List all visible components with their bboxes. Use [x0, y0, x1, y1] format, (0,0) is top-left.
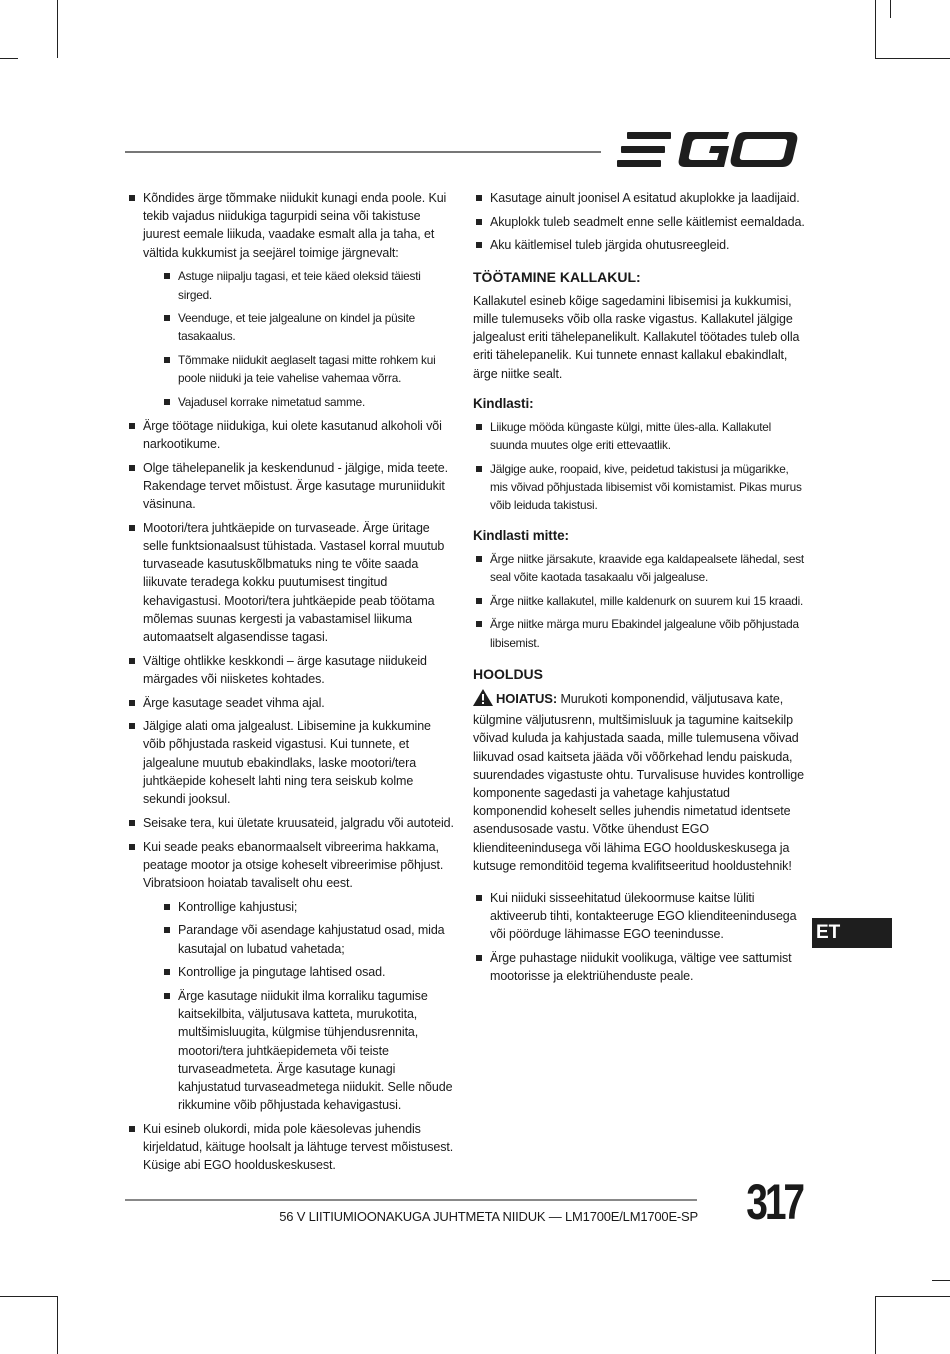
warning-triangle-icon	[473, 689, 493, 711]
crop-mark	[57, 0, 58, 58]
list-item: Ärge töötage niidukiga, kui olete kasutanud alkoholi või narkootikume.	[126, 417, 456, 453]
page-number: 317	[746, 1174, 802, 1230]
footer-title: 56 V LIITIUMIOONAKUGA JUHTMETA NIIDUK — LM1700E/LM1700E-SP	[279, 1209, 698, 1224]
list-item: Ärge niitke märga muru Ebakindel jalgealune võib põhjustada libisemist.	[473, 615, 805, 651]
crop-mark	[932, 1280, 950, 1281]
list-item: Mootori/tera juhtkäepide on turvaseade. Ärge üritage selle funktsionaalsust tühistada. Vastasel korral muutub turvaseade kasutuskõlbmatuks ning te võite saada liikuvate teradega kokku puutumisest tingitud kehavigastusi. Mootori/tera juhtkäepide peab töötama mõlemas suunas kergesti ja vabastamisel liikuma automaatselt algasendisse tagasi.	[126, 519, 456, 646]
list-item: Ärge kasutage seadet vihma ajal.	[126, 694, 456, 712]
list-item: Ärge kasutage niidukit ilma korraliku tagumise kaitsekilbita, väljutusava katteta, murukotita, multšimisluugita, külgmise tühjendusrennita, mootori/tera juhtkäepidemeta või teiste turvaseadmeteta. Ärge kasutage kunagi kahjustatud turvaseadmetega niidukit. Selle nõude rikkumine võib põhjustada kehavigastusi.	[161, 987, 456, 1114]
left-column	[126, 189, 456, 1180]
list-item: Kõndides ärge tõmmake niidukit kunagi enda poole. Kui tekib vajadus niidukiga tagurpidi seina või takistuse juurest eemale liikuda, vaadake esmalt alla ja taha, et vältida kukkumist ja seejärel toimige järgnevalt: Astuge niipalju tagasi, et teie käed oleksid täiesti sirged. Veenduge, et teie jalgealune on kindel ja püsite tasakaalus. Tõmmake niidukit aeglaselt tagasi mitte rohkem kui poole niiduki ja teie vahelise vahemaa võrra. Vajadusel korrake nimetatud samme.	[126, 189, 456, 411]
list-item: Liikuge mööda küngaste külgi, mitte üles-alla. Kallakutel suunda muutes olge eriti ettevaatlik.	[473, 418, 805, 454]
list-item: Seisake tera, kui ületate kruusateid, jalgradu või autoteid.	[126, 814, 456, 832]
list-item: Astuge niipalju tagasi, et teie käed oleksid täiesti sirged.	[161, 267, 456, 303]
list-item: Jälgige alati oma jalgealust. Libisemine ja kukkumine võib põhjustada raskeid vigastusi. Kui tunnete, et jalgealune muutub ebakindlaks, laske mootori/tera juhtkäepide koheselt lahti ning tera seiskub kolme sekundi jooksul.	[126, 717, 456, 808]
warning-label: HOIATUS:	[496, 690, 558, 706]
section-heading-maintenance: HOOLDUS	[473, 665, 543, 682]
footer-rule	[125, 1199, 697, 1201]
right-column	[473, 189, 805, 991]
list-item: Jälgige auke, roopaid, kive, peidetud takistusi ja mügarikke, mis võivad põhjustada libisemist või komistamist. Pikas murus võib leiduda takistusi.	[473, 460, 805, 515]
list-item: Ärge niitke kallakutel, mille kaldenurk on suurem kui 15 kraadi.	[473, 592, 805, 610]
list-item: Vajadusel korrake nimetatud samme.	[161, 393, 456, 411]
list-item: Tõmmake niidukit aeglaselt tagasi mitte rohkem kui poole niiduki ja teie vahelise vahemaa võrra.	[161, 351, 456, 387]
list-item: Aku käitlemisel tuleb järgida ohutusreegleid.	[473, 236, 805, 254]
crop-mark	[0, 1296, 58, 1297]
list-item: Veenduge, et teie jalgealune on kindel ja püsite tasakaalus.	[161, 309, 456, 345]
section-heading-slopes: TÖÖTAMINE KALLAKUL:	[473, 268, 641, 285]
list-item: Akuplokk tuleb seadmelt enne selle käitlemist eemaldada.	[473, 213, 805, 231]
crop-mark	[875, 0, 876, 58]
warning-text: Murukoti komponendid, väljutusava kate, külgmine väljutusrenn, multšimisluuk ja tagumine kaitsekilp võivad kuluda ja kahjustada saada, mille tulemusena võivad liikuvad osad kaitseta jääda või võõrkehad lendu paiskuda, suurendades vigastuste ohtu. Turvalisuse huvides kontrollige komponente sagedasti ja vahetage kahjustatud komponendid koheselt selles juhendis nimetatud identsete asendusosade vastu. Võtke ühendust EGO klienditeenindusega või lähima EGO hoolduskeskusega ja kutsuge remonditöid tegema kvalifitseeritud hooldustehnik!	[473, 691, 805, 873]
crop-mark	[875, 58, 950, 59]
list-item: Olge tähelepanelik ja keskendunud - jälgige, mida teete. Rakendage tervet mõistust. Ärge kasutage muruniidukit väsinuna.	[126, 459, 456, 514]
slopes-paragraph: Kallakutel esineb kõige sagedamini libisemisi ja kukkumisi, mille tulemuseks võib olla raske vigastus. Kallakutel jälgige jalgealust eriti tähelepanelikult. Kallakutel töötades tuleb olla eriti tähelepanelik. Kui tunnete ennast kallakul ebakindlalt, ärge niitke sealt.	[473, 293, 800, 381]
list-item: Kui niiduki sisseehitatud ülekoormuse kaitse lüliti aktiveerub tihti, kontakteeruge EGO klienditeenindusega või pöörduge lähimasse EGO teenindusse.	[473, 889, 805, 944]
list-item: Parandage või asendage kahjustatud osad, mida kasutajal on lubatud vahetada;	[161, 921, 456, 957]
crop-mark	[875, 1296, 950, 1297]
list-item: Kui seade peaks ebanormaalselt vibreerima hakkama, peatage mootor ja otsige koheselt vibreerimise põhjust. Vibratsioon hoiatab tavaliselt ohu eest. Kontrollige kahjustusi; Parandage või asendage kahjustatud osad, mida kasutajal on lubatud vahetada; Kontrollige ja pingutage lahtised osad. Ärge kasutage niidukit ilma korraliku tagumise kaitsekilbita, väljutusava katteta, murukotita, multšimisluugita, külgmise tühjendusrennita, mootori/tera juhtkäepidemeta või teiste turvaseadmeteta. Ärge kasutage kunagi kahjustatud turvaseadmetega niidukit. Selle nõude rikkumine võib põhjustada kehavigastusi.	[126, 838, 456, 1115]
subheading-definitely-not: Kindlasti mitte:	[473, 527, 569, 543]
list-item: Ärge puhastage niidukit voolikuga, vältige vee sattumist mootorisse ja elektriühenduste peale.	[473, 949, 805, 985]
list-item: Kontrollige kahjustusi;	[161, 898, 456, 916]
warning-paragraph	[473, 689, 805, 875]
language-tab: ET	[812, 918, 892, 948]
list-item: Kontrollige ja pingutage lahtised osad.	[161, 963, 456, 981]
list-item: Ärge niitke järsakute, kraavide ega kaldapealsete lähedal, sest seal võite kaotada tasakaalu või jalgealuse.	[473, 550, 805, 586]
subheading-definitely: Kindlasti:	[473, 395, 534, 411]
header-rule	[125, 151, 601, 153]
crop-mark	[57, 1296, 58, 1354]
crop-mark	[875, 1296, 876, 1354]
crop-mark	[890, 0, 891, 18]
list-item: Kui esineb olukordi, mida pole käesolevas juhendis kirjeldatud, käituge hoolsalt ja lähtuge tervest mõistusest. Küsige abi EGO hoolduskeskusest.	[126, 1120, 456, 1175]
crop-mark	[0, 58, 18, 59]
list-item: Kasutage ainult joonisel A esitatud akuplokke ja laadijaid.	[473, 189, 805, 207]
ego-logo	[617, 130, 799, 175]
list-item: Vältige ohtlikke keskkondi – ärge kasutage niidukeid märgades või niisketes kohtades.	[126, 652, 456, 688]
